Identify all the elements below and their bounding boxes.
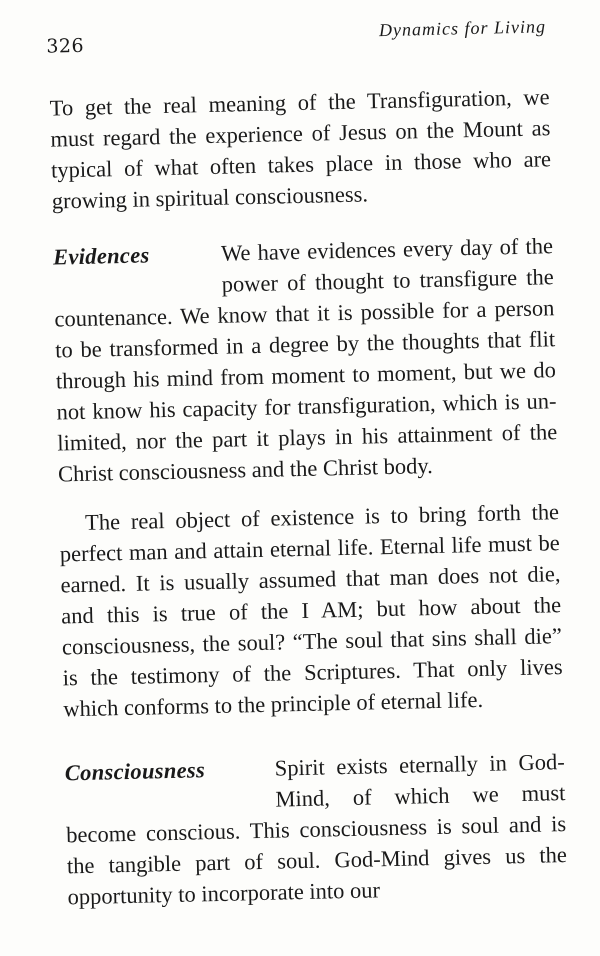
i-am-small-caps: I AM [301, 596, 358, 623]
paragraph-real-object-part2: ; but how about the consciousness, the soul? “The soul that sins shall die” is the testimony of the Scriptures. That only lives which conforms to the principle of eternal life. [61, 592, 563, 722]
side-heading-consciousness: Consciousness [64, 757, 206, 786]
section-consciousness [64, 746, 567, 912]
page-number: 326 [46, 34, 85, 58]
paragraph-consciousness: Spirit exists eternally in God-Mind, of which we must become conscious. This consciousness is soul and is the tangible part of soul. God-Mind gives us the opportunity to incorporate into our [65, 749, 568, 910]
paragraph-real-object [59, 496, 564, 724]
section-evidences [53, 230, 558, 489]
running-head: Dynamics for Living [378, 16, 547, 41]
paragraph-transfiguration: To get the real meaning of the Transfiguration, we must regard the experience of Jesus on the Mount as typical of what often takes place in those who are growing in spiritual consciousness. [49, 83, 552, 214]
paragraph-evidences: We have evidences every day of the power of thought to transfigure the countenance. We know that it is possible for a person to be transformed in a degree by the thoughts that flit through his mind from moment to moment, but we do not know his capacity for transfiguration, which is unlimited, nor the part it plays in his attainment of the Christ consciousness and the Christ body. [54, 233, 558, 487]
page-header [0, 15, 591, 69]
side-heading-evidences: Evidences [52, 242, 150, 270]
paragraph-real-object-part1: The real object of existence is to bring forth the perfect man and attain eternal life. Eternal life must be earned. It is usually assumed that man does not die, and this is true of the [59, 499, 561, 629]
